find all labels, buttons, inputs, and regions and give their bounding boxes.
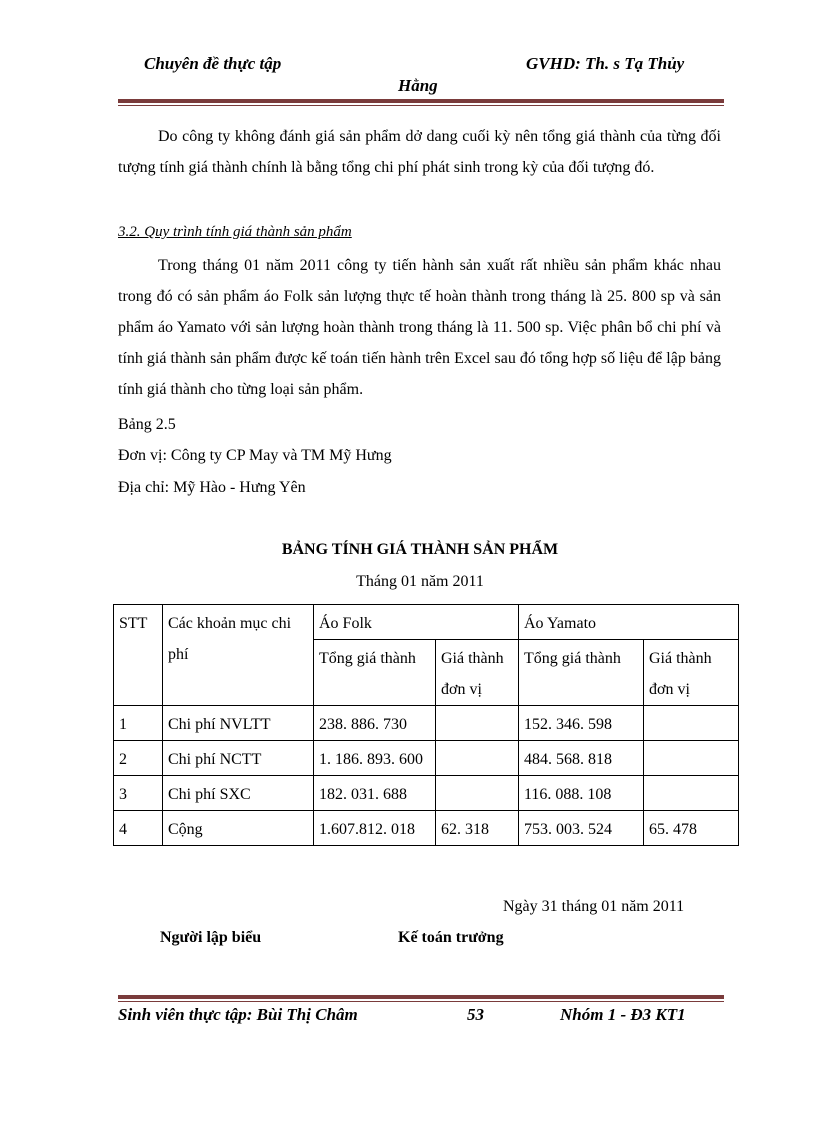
address-line: Địa chỉ: Mỹ Hào - Hưng Yên (118, 479, 306, 496)
header-folk-total: Tổng giá thành (314, 640, 436, 706)
page-number: 53 (467, 1005, 484, 1024)
table-row-total (114, 811, 739, 846)
cell-folk-unit (436, 706, 519, 741)
cell-folk-unit (436, 776, 519, 811)
cell-folk-total: 182. 031. 688 (314, 776, 436, 811)
cell-folk-unit (436, 741, 519, 776)
chief-accountant-label: Kế toán trưởng (398, 929, 504, 946)
footer-group: Nhóm 1 - Đ3 KT1 (560, 1005, 686, 1024)
header-items: Các khoản mục chi phí (163, 605, 314, 706)
cell-item: Chi phí NCTT (163, 741, 314, 776)
cell-stt: 1 (114, 706, 163, 741)
cell-item: Chi phí NVLTT (163, 706, 314, 741)
cell-item: Cộng (163, 811, 314, 846)
signature-date: Ngày 31 tháng 01 năm 2011 (503, 898, 685, 915)
table-row (114, 706, 739, 741)
table-reference: Bảng 2.5 (118, 416, 176, 433)
cost-table (113, 604, 739, 846)
cell-yamato-total: 753. 003. 524 (519, 811, 644, 846)
footer-student: Sinh viên thực tập: Bùi Thị Châm (118, 1005, 358, 1024)
cell-yamato-total: 484. 568. 818 (519, 741, 644, 776)
cell-stt: 3 (114, 776, 163, 811)
cell-folk-total: 238. 886. 730 (314, 706, 436, 741)
cell-yamato-unit (644, 706, 739, 741)
header-folk: Áo Folk (314, 605, 519, 640)
section-subheading: 3.2. Quy trình tính giá thành sản phẩm (118, 224, 352, 240)
footer-rule (118, 995, 724, 1002)
cell-item: Chi phí SXC (163, 776, 314, 811)
cell-yamato-unit (644, 776, 739, 811)
header-folk-unit: Giá thành đơn vị (436, 640, 519, 706)
table-title: BẢNG TÍNH GIÁ THÀNH SẢN PHẨM (281, 541, 559, 558)
cell-yamato-total: 152. 346. 598 (519, 706, 644, 741)
header-title: Chuyên đề thực tập (144, 54, 282, 73)
unit-line: Đơn vị: Công ty CP May và TM Mỹ Hưng (118, 447, 392, 464)
cell-folk-total: 1. 186. 893. 600 (314, 741, 436, 776)
table-row (114, 776, 739, 811)
header-supervisor: GVHD: Th. s Tạ Thủy (526, 54, 685, 73)
preparer-label: Người lập biểu (160, 929, 262, 946)
header-yamato-total: Tổng giá thành (519, 640, 644, 706)
cell-folk-unit: 62. 318 (436, 811, 519, 846)
cell-yamato-total: 116. 088. 108 (519, 776, 644, 811)
header-stt: STT (114, 605, 163, 706)
cell-stt: 2 (114, 741, 163, 776)
table-header-row (114, 605, 739, 640)
paragraph-2: Trong tháng 01 năm 2011 công ty tiến hành sản xuất rất nhiều sản phẩm khác nhau trong đó có sản phẩm áo Folk sản lượng thực tế hoàn thành trong tháng là 25. 800 sp và sản phẩm áo Yamato với sản lượng hoàn thành trong tháng là 11. 500 sp. Việc phân bổ chi phí và tính giá thành sản phẩm được kế toán tiến hành trên Excel sau đó tổng hợp số liệu để lập bảng tính giá thành cho từng loại sản phẩm. (118, 257, 721, 398)
paragraph-1: Do công ty không đánh giá sản phẩm dở dang cuối kỳ nên tổng giá thành của từng đối tượng tính giá thành chính là bằng tổng chi phí phát sinh trong kỳ của đối tượng đó. (118, 128, 721, 176)
header-yamato: Áo Yamato (519, 605, 739, 640)
header-rule (118, 99, 724, 106)
cell-stt: 4 (114, 811, 163, 846)
cell-yamato-unit (644, 741, 739, 776)
cell-folk-total: 1.607.812. 018 (314, 811, 436, 846)
header-supervisor-cont: Hằng (398, 76, 438, 95)
table-subtitle: Tháng 01 năm 2011 (356, 573, 484, 590)
header-yamato-unit: Giá thành đơn vị (644, 640, 739, 706)
table-row (114, 741, 739, 776)
cell-yamato-unit: 65. 478 (644, 811, 739, 846)
